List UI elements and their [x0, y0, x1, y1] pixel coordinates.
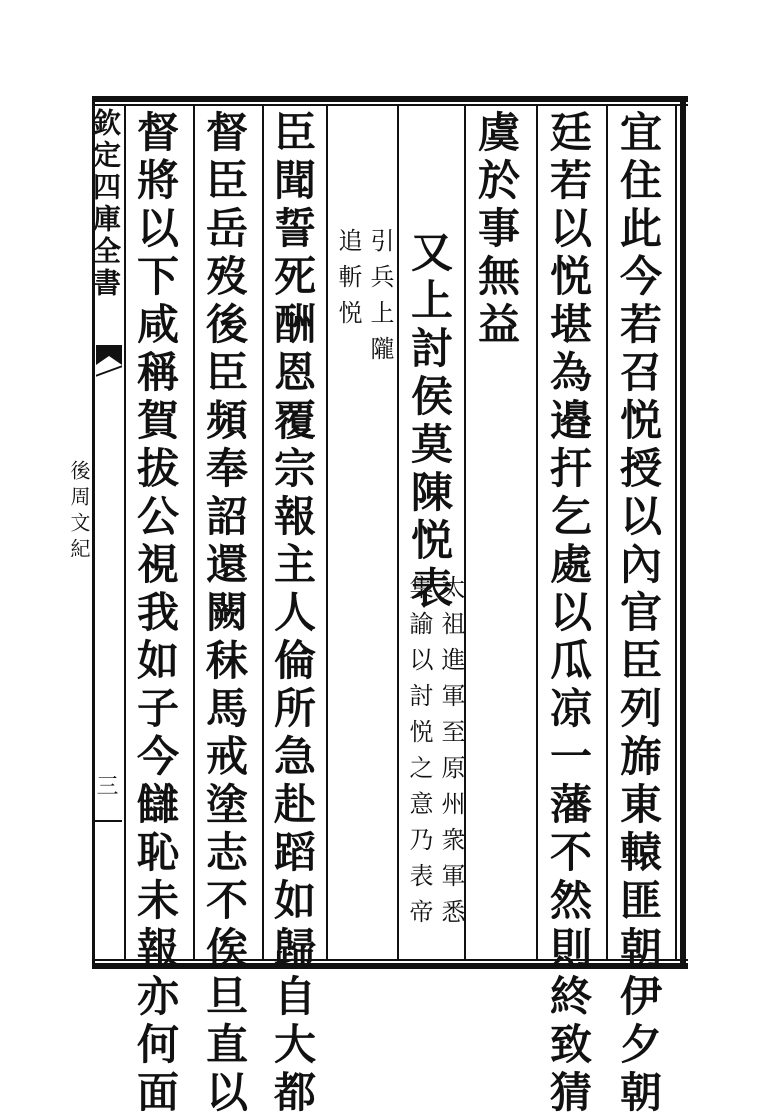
- margin-book-title: 欽定四庫全書: [89, 108, 122, 300]
- frame-top-inner-border: [92, 104, 688, 106]
- frame-bottom-inner-border: [92, 959, 688, 961]
- column-rule: [193, 106, 195, 959]
- column-rule: [397, 106, 399, 959]
- fishtail-line: [96, 365, 122, 376]
- text-column-2: 廷若以悦堪為邉扞乞處以瓜凉一藩不然則終致猜: [544, 110, 593, 1118]
- frame-right-border: [680, 96, 686, 969]
- margin-page-number: 三: [93, 774, 118, 796]
- text-column-1: 宜住此今若召悦授以內官臣列旆東轅匪朝伊夕朝: [614, 110, 663, 1118]
- text-column-5: 臣聞誓死酬恩覆宗報主人倫所急赴蹈如歸自大都: [268, 110, 317, 1118]
- fishtail-mark-icon: [96, 345, 122, 365]
- margin-page-line: [92, 820, 122, 822]
- heading-note-right: 太祖進軍至原州衆軍悉: [437, 575, 465, 935]
- column-rule: [536, 106, 538, 959]
- heading-note2-right: 引兵上隴: [366, 228, 394, 372]
- heading-note-left: 集諭以討悦之意乃表帝: [405, 575, 433, 935]
- frame-bottom-border: [92, 963, 688, 969]
- text-column-3: 虞於事無益: [472, 110, 521, 350]
- frame-top-border: [92, 96, 688, 102]
- column-rule: [326, 106, 328, 959]
- text-column-6: 督臣岳歿後臣頻奉詔還闕秣馬戒塗志不俟旦直以: [200, 110, 249, 1118]
- heading-note2-left: 追斬悦: [334, 228, 362, 336]
- frame-right-inner-border: [675, 104, 677, 961]
- text-column-4-heading: 又上討侯莫陳悦表: [405, 230, 454, 614]
- text-column-7: 督將以下咸稱賀拔公視我如子今讎恥未報亦何面: [131, 110, 180, 1118]
- column-rule: [606, 106, 608, 959]
- column-rule: [262, 106, 264, 959]
- margin-section-title: 後周文紀: [67, 460, 91, 564]
